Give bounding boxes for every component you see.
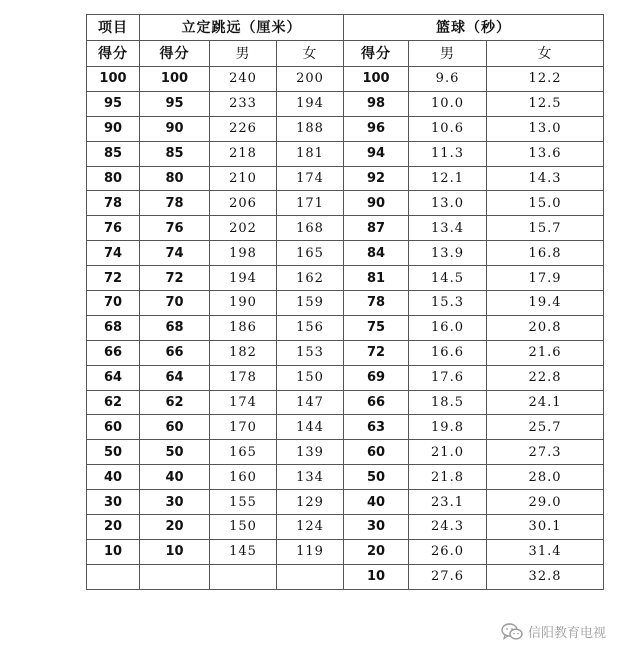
basketball-female-cell: 13.6	[487, 141, 604, 166]
score-cell: 62	[87, 390, 140, 415]
long-jump-female-cell: 174	[277, 166, 344, 191]
score-cell: 68	[87, 315, 140, 340]
header-basketball-male: 男	[409, 41, 487, 67]
header-row-1	[87, 15, 604, 41]
basketball-female-cell: 30.1	[487, 515, 604, 540]
basketball-male-cell: 23.1	[409, 490, 487, 515]
long-jump-score-cell: 10	[140, 539, 210, 564]
basketball-score-cell: 50	[344, 465, 409, 490]
wechat-icon	[501, 623, 523, 641]
long-jump-score-cell: 85	[140, 141, 210, 166]
long-jump-female-cell: 162	[277, 266, 344, 291]
header-basketball-score: 得分	[344, 41, 409, 67]
basketball-male-cell: 15.3	[409, 291, 487, 316]
basketball-male-cell: 18.5	[409, 390, 487, 415]
score-cell: 70	[87, 291, 140, 316]
basketball-female-cell: 12.2	[487, 67, 604, 92]
basketball-female-cell: 22.8	[487, 365, 604, 390]
table-row	[87, 515, 604, 540]
score-cell: 64	[87, 365, 140, 390]
header-basketball: 篮球（秒）	[344, 15, 604, 41]
long-jump-score-cell: 50	[140, 440, 210, 465]
basketball-male-cell: 12.1	[409, 166, 487, 191]
watermark	[501, 622, 606, 641]
long-jump-female-cell: 194	[277, 91, 344, 116]
long-jump-female-cell: 156	[277, 315, 344, 340]
basketball-female-cell: 29.0	[487, 490, 604, 515]
table-row	[87, 191, 604, 216]
basketball-score-cell: 78	[344, 291, 409, 316]
long-jump-score-cell: 60	[140, 415, 210, 440]
score-table	[86, 14, 604, 590]
basketball-female-cell: 25.7	[487, 415, 604, 440]
basketball-score-cell: 20	[344, 539, 409, 564]
basketball-female-cell: 24.1	[487, 390, 604, 415]
long-jump-female-cell: 134	[277, 465, 344, 490]
basketball-score-cell: 66	[344, 390, 409, 415]
basketball-female-cell: 31.4	[487, 539, 604, 564]
header-score: 得分	[87, 41, 140, 67]
table-row	[87, 166, 604, 191]
basketball-score-cell: 75	[344, 315, 409, 340]
basketball-score-cell: 96	[344, 116, 409, 141]
basketball-male-cell: 21.8	[409, 465, 487, 490]
header-long-jump-score: 得分	[140, 41, 210, 67]
table-row	[87, 490, 604, 515]
long-jump-female-cell: 171	[277, 191, 344, 216]
long-jump-male-cell: 206	[210, 191, 277, 216]
header-basketball-female: 女	[487, 41, 604, 67]
long-jump-male-cell	[210, 564, 277, 589]
score-cell: 60	[87, 415, 140, 440]
score-cell: 95	[87, 91, 140, 116]
basketball-male-cell: 21.0	[409, 440, 487, 465]
basketball-score-cell: 94	[344, 141, 409, 166]
score-cell: 10	[87, 539, 140, 564]
basketball-female-cell: 12.5	[487, 91, 604, 116]
score-cell: 78	[87, 191, 140, 216]
table-row	[87, 415, 604, 440]
score-cell: 100	[87, 67, 140, 92]
long-jump-score-cell: 30	[140, 490, 210, 515]
basketball-score-cell: 90	[344, 191, 409, 216]
score-cell	[87, 564, 140, 589]
table-row	[87, 539, 604, 564]
long-jump-score-cell: 66	[140, 340, 210, 365]
basketball-male-cell: 27.6	[409, 564, 487, 589]
basketball-score-cell: 72	[344, 340, 409, 365]
table-row	[87, 216, 604, 241]
basketball-score-cell: 63	[344, 415, 409, 440]
long-jump-female-cell: 159	[277, 291, 344, 316]
long-jump-female-cell: 139	[277, 440, 344, 465]
basketball-male-cell: 13.4	[409, 216, 487, 241]
long-jump-male-cell: 240	[210, 67, 277, 92]
long-jump-male-cell: 218	[210, 141, 277, 166]
score-cell: 20	[87, 515, 140, 540]
basketball-score-cell: 81	[344, 266, 409, 291]
long-jump-male-cell: 210	[210, 166, 277, 191]
basketball-male-cell: 10.6	[409, 116, 487, 141]
header-row-2	[87, 41, 604, 67]
long-jump-male-cell: 202	[210, 216, 277, 241]
basketball-male-cell: 24.3	[409, 515, 487, 540]
table-row	[87, 315, 604, 340]
table-row	[87, 116, 604, 141]
basketball-female-cell: 13.0	[487, 116, 604, 141]
long-jump-female-cell: 124	[277, 515, 344, 540]
long-jump-male-cell: 145	[210, 539, 277, 564]
table-row	[87, 564, 604, 589]
long-jump-male-cell: 198	[210, 241, 277, 266]
table-row	[87, 340, 604, 365]
long-jump-score-cell: 76	[140, 216, 210, 241]
basketball-male-cell: 16.0	[409, 315, 487, 340]
long-jump-score-cell: 40	[140, 465, 210, 490]
score-cell: 66	[87, 340, 140, 365]
long-jump-male-cell: 150	[210, 515, 277, 540]
long-jump-male-cell: 190	[210, 291, 277, 316]
table-row	[87, 365, 604, 390]
basketball-female-cell: 14.3	[487, 166, 604, 191]
long-jump-male-cell: 186	[210, 315, 277, 340]
long-jump-male-cell: 155	[210, 490, 277, 515]
basketball-female-cell: 27.3	[487, 440, 604, 465]
long-jump-male-cell: 170	[210, 415, 277, 440]
table-row	[87, 67, 604, 92]
basketball-male-cell: 13.0	[409, 191, 487, 216]
basketball-male-cell: 9.6	[409, 67, 487, 92]
long-jump-female-cell: 181	[277, 141, 344, 166]
basketball-female-cell: 16.8	[487, 241, 604, 266]
header-long-jump: 立定跳远（厘米）	[140, 15, 344, 41]
long-jump-male-cell: 174	[210, 390, 277, 415]
long-jump-score-cell: 100	[140, 67, 210, 92]
watermark-text: 信阳教育电视	[527, 626, 606, 641]
long-jump-female-cell: 129	[277, 490, 344, 515]
long-jump-score-cell: 72	[140, 266, 210, 291]
long-jump-male-cell: 194	[210, 266, 277, 291]
long-jump-male-cell: 182	[210, 340, 277, 365]
basketball-score-cell: 98	[344, 91, 409, 116]
basketball-female-cell: 32.8	[487, 564, 604, 589]
long-jump-score-cell: 20	[140, 515, 210, 540]
long-jump-female-cell: 165	[277, 241, 344, 266]
table-row	[87, 141, 604, 166]
basketball-female-cell: 15.0	[487, 191, 604, 216]
long-jump-score-cell: 80	[140, 166, 210, 191]
long-jump-female-cell: 168	[277, 216, 344, 241]
table-row	[87, 241, 604, 266]
score-cell: 72	[87, 266, 140, 291]
basketball-score-cell: 69	[344, 365, 409, 390]
score-cell: 85	[87, 141, 140, 166]
long-jump-score-cell: 68	[140, 315, 210, 340]
table-row	[87, 266, 604, 291]
long-jump-female-cell	[277, 564, 344, 589]
long-jump-male-cell: 178	[210, 365, 277, 390]
header-item: 项目	[87, 15, 140, 41]
long-jump-score-cell: 74	[140, 241, 210, 266]
long-jump-female-cell: 153	[277, 340, 344, 365]
long-jump-female-cell: 119	[277, 539, 344, 564]
long-jump-score-cell: 90	[140, 116, 210, 141]
basketball-male-cell: 17.6	[409, 365, 487, 390]
basketball-score-cell: 30	[344, 515, 409, 540]
score-cell: 40	[87, 465, 140, 490]
long-jump-female-cell: 150	[277, 365, 344, 390]
score-cell: 74	[87, 241, 140, 266]
score-cell: 80	[87, 166, 140, 191]
long-jump-score-cell: 95	[140, 91, 210, 116]
basketball-male-cell: 11.3	[409, 141, 487, 166]
long-jump-male-cell: 233	[210, 91, 277, 116]
score-cell: 90	[87, 116, 140, 141]
basketball-female-cell: 28.0	[487, 465, 604, 490]
basketball-score-cell: 100	[344, 67, 409, 92]
long-jump-score-cell	[140, 564, 210, 589]
long-jump-female-cell: 188	[277, 116, 344, 141]
table-body	[87, 15, 604, 590]
long-jump-score-cell: 64	[140, 365, 210, 390]
long-jump-female-cell: 200	[277, 67, 344, 92]
basketball-score-cell: 10	[344, 564, 409, 589]
basketball-female-cell: 21.6	[487, 340, 604, 365]
basketball-score-cell: 84	[344, 241, 409, 266]
long-jump-male-cell: 226	[210, 116, 277, 141]
long-jump-female-cell: 144	[277, 415, 344, 440]
table-row	[87, 440, 604, 465]
table-row	[87, 390, 604, 415]
basketball-male-cell: 13.9	[409, 241, 487, 266]
basketball-male-cell: 14.5	[409, 266, 487, 291]
basketball-female-cell: 20.8	[487, 315, 604, 340]
long-jump-male-cell: 160	[210, 465, 277, 490]
long-jump-score-cell: 78	[140, 191, 210, 216]
basketball-score-cell: 40	[344, 490, 409, 515]
header-long-jump-male: 男	[210, 41, 277, 67]
basketball-female-cell: 19.4	[487, 291, 604, 316]
basketball-male-cell: 19.8	[409, 415, 487, 440]
score-cell: 50	[87, 440, 140, 465]
long-jump-female-cell: 147	[277, 390, 344, 415]
basketball-score-cell: 92	[344, 166, 409, 191]
long-jump-score-cell: 70	[140, 291, 210, 316]
table-row	[87, 291, 604, 316]
basketball-female-cell: 15.7	[487, 216, 604, 241]
basketball-male-cell: 16.6	[409, 340, 487, 365]
long-jump-male-cell: 165	[210, 440, 277, 465]
score-cell: 30	[87, 490, 140, 515]
table-row	[87, 91, 604, 116]
basketball-score-cell: 87	[344, 216, 409, 241]
basketball-score-cell: 60	[344, 440, 409, 465]
table-row	[87, 465, 604, 490]
score-cell: 76	[87, 216, 140, 241]
basketball-male-cell: 10.0	[409, 91, 487, 116]
basketball-male-cell: 26.0	[409, 539, 487, 564]
long-jump-score-cell: 62	[140, 390, 210, 415]
basketball-female-cell: 17.9	[487, 266, 604, 291]
header-long-jump-female: 女	[277, 41, 344, 67]
